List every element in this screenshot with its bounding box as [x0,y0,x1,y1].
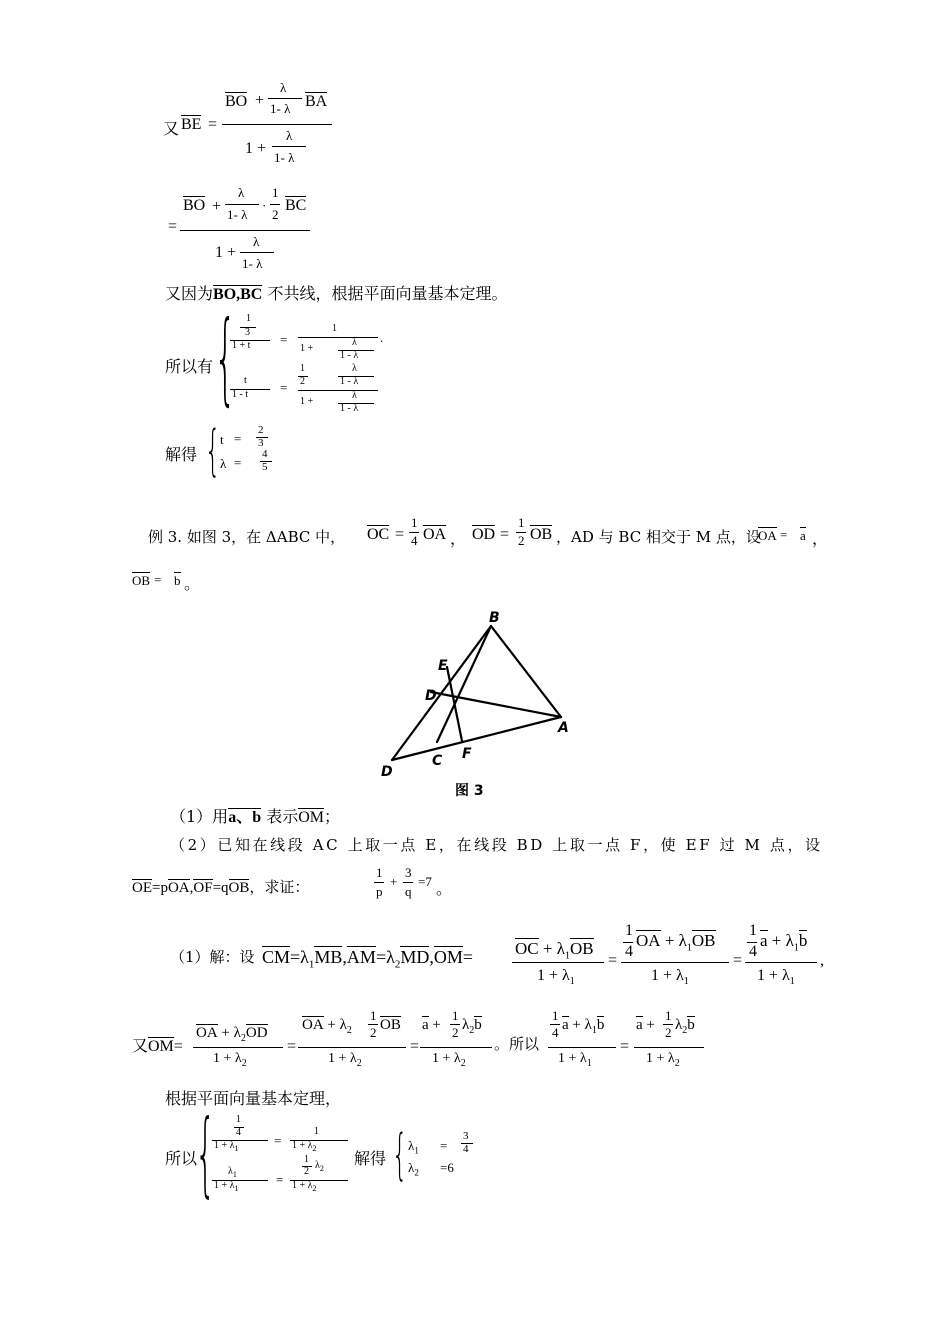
r1-rnum: 1 [332,323,337,334]
sol2-pre: 又 [132,1036,149,1055]
frac-two: 2 [518,533,525,548]
equals: = [733,952,743,969]
comma: ， [450,529,467,548]
frac-three: 3 [405,865,412,880]
sol-lnum: 4 [262,448,268,460]
one-minus-lambda: 1- λ [242,256,263,271]
triangle-diagram [375,605,585,805]
vector-bc: BC [285,197,307,214]
sol-tden: 3 [258,437,264,449]
h1-four: 4 [552,1025,559,1040]
label-e: E [438,658,448,674]
r1-rden: $1 + \lambda_2$ [292,1140,317,1153]
g3-num-b: $\lambda_2b$ [462,1017,482,1036]
segment-ef [447,667,462,741]
one-minus-lambda: 1- λ [274,150,295,165]
f1-den: $1 + \lambda_1$ [537,967,575,988]
f3-num: $a + \lambda_1b$ [760,931,808,954]
label-jiede: 解得 [165,445,198,464]
g1-den: $1 + \lambda_2$ [213,1051,247,1069]
comma: , [820,952,824,969]
r1-den: $1 + \lambda_1$ [214,1140,239,1153]
s1-num: 3 [463,1130,469,1142]
label-suoyi: 所以 [165,1149,198,1168]
paragraph-noncollinear: 又因为BO,BC 不共线，根据平面向量基本定理。 [165,284,508,303]
g2-num: OA + $\lambda_2$ [302,1017,352,1036]
r1-dot: . [380,330,384,345]
label-d-lower: D [381,764,393,780]
sol2-mid: 。所以 [494,1035,540,1053]
lambda: λ [280,80,287,95]
equals: = [608,952,618,969]
example-title: 例 3. 如图 3，在 ΔABC 中， [148,528,346,546]
frac-one: 1 [376,865,383,880]
lambda: λ [238,185,245,200]
period: 。 [436,879,453,898]
r2-den1: 1 + [300,396,314,407]
g3-den: $1 + \lambda_2$ [432,1051,466,1069]
f2-num: OA + $\lambda_1OB$ [636,931,716,954]
vector-bo: BO [225,93,248,110]
sol-lam: λ [220,456,227,471]
equals: = [154,572,162,587]
s1-lam: $\lambda_1$ [408,1138,419,1156]
two: 2 [272,207,279,222]
vector-oc: OC [367,526,390,543]
r2-oml: 1 - λ [340,376,359,387]
s1-eq: = [440,1138,448,1153]
figure-caption: 图 3 [455,783,484,799]
g3-one: 1 [452,1008,459,1023]
dot: · [262,198,267,213]
f2-four: 4 [625,943,633,960]
segment-ba [491,626,561,717]
sol-defs: $CM=\lambda_1MB,AM=\lambda_2MD,OM=$ [262,947,474,971]
f2-den: $1 + \lambda_1$ [651,967,689,988]
g2-den: $1 + \lambda_2$ [328,1051,362,1069]
text-you: 又 [163,119,180,138]
equals: = [208,116,218,133]
sol-pre: （1）解：设 [170,948,255,966]
r2-lam: λ [352,363,357,374]
g2-ob: OB [380,1017,401,1033]
question-1: （1）用a、b 表示OM； [170,807,340,826]
one-minus-lambda: 1- λ [227,207,248,222]
vector-ob2: OB [132,573,151,588]
one: 1 [272,185,279,200]
vector-a: a [800,528,806,543]
r1-eq: = [280,332,288,347]
r1-lam: λ [352,337,357,348]
label-jiede-2: 解得 [354,1149,387,1168]
lambda: λ [286,128,293,143]
f3-den: $1 + \lambda_1$ [757,967,795,988]
r2-num: t [244,375,247,386]
equals: = [500,526,510,543]
h2-den: $1 + \lambda_2$ [646,1051,680,1069]
r2-den: $1 + \lambda_1$ [214,1180,239,1193]
r1-rnum: 1 [314,1126,319,1137]
s2-eq: =6 [440,1160,454,1175]
equals: = [168,218,178,235]
h1-one: 1 [552,1008,559,1023]
g2-one: 1 [370,1008,377,1023]
g2-two: 2 [370,1025,377,1040]
label-c: C [432,753,443,769]
r2-lam2: $\lambda_2$ [315,1160,324,1173]
label-b: B [489,610,500,626]
vector-b: b [174,573,181,588]
h2-num-b: $\lambda_2b$ [675,1017,695,1036]
r2-two: 2 [300,376,305,387]
g3-num-a: a + [422,1017,441,1033]
frac-p: p [376,884,383,899]
r2-one: 1 [300,363,305,374]
figure-3 [375,605,585,805]
label-f: F [462,746,472,762]
plus: + [390,874,398,889]
one-minus-lambda: 1- λ [270,101,291,116]
r1-eq: = [274,1133,282,1148]
equals: = [410,1038,420,1055]
equals: = [620,1038,630,1055]
r1-oml: 1 - λ [340,350,359,361]
sol2-om: OM= [148,1038,183,1055]
vector-bo: BO [183,197,206,214]
f2-one: 1 [625,922,633,939]
sol-lden: 5 [262,461,268,473]
sol-tnum: 2 [258,424,264,436]
h2-two: 2 [665,1025,672,1040]
g1-num: OA + $\lambda_2OD$ [196,1025,268,1044]
r2-two: 2 [304,1166,309,1177]
s1-den: 4 [463,1143,469,1155]
vector-be: BE [181,116,202,133]
vector-oa: OA [423,526,447,543]
example-rest: ，AD 与 BC 相交于 M 点，设 [556,528,761,546]
sol-teq: = [234,431,242,446]
r2-lam: $\lambda_1$ [228,1166,237,1179]
r1-top: 1 [246,313,251,324]
vector-ba: BA [305,93,328,110]
h1-den: $1 + \lambda_1$ [558,1051,592,1069]
plus: + [255,92,265,109]
left-brace: { [214,299,237,416]
r1-one: 1 [236,1114,241,1125]
frac-one: 1 [411,515,418,530]
s2-lam: $\lambda_2$ [408,1160,419,1178]
vector-ob: OB [530,526,553,543]
label-a: A [558,720,569,736]
label-suoyiyou: 所以有 [165,357,214,376]
vector-oa2: OA [758,528,777,543]
r1-four: 4 [236,1127,241,1138]
question-2-line1: （2）已知在线段 AC 上取一点 E，在线段 BD 上取一点 F，使 EF 过 M 点，设 [170,836,823,854]
den-one-plus: 1 + [215,244,237,261]
r2-eq: = [280,380,288,395]
left-brace: { [205,419,221,482]
period: 。 [184,574,201,593]
equals: = [395,526,405,543]
sol-leq: = [234,455,242,470]
lambda: λ [253,234,260,249]
f3-four: 4 [749,943,757,960]
r2-den-lam: λ [352,390,357,401]
f3-one: 1 [749,922,757,939]
den-one-plus: 1 + [245,140,267,157]
equals: = [780,527,788,542]
r1-rden: 1 + [300,343,314,354]
f1-num: OC + $\lambda_1OB$ [515,939,594,962]
frac-four: 4 [411,533,418,548]
eq-seven: =7 [418,874,432,889]
segment-bc [437,626,491,742]
vector-od: OD [472,526,496,543]
sol-t: t [220,432,224,447]
equals: = [287,1038,297,1055]
h2-one: 1 [665,1008,672,1023]
segment-ad [392,717,561,760]
frac-one: 1 [518,515,525,530]
frac-q: q [405,884,412,899]
r1-den: 1 + t [232,340,251,351]
r1-mid: 3 [245,327,250,338]
comma: ， [812,529,829,548]
h2-num-a: a + [636,1017,655,1033]
left-brace: { [392,1123,408,1186]
left-brace: { [195,1100,216,1207]
question-2-line2: OE=pOA,OF=qOB，求证： [132,878,310,896]
r2-den-oml: 1 - λ [340,403,359,414]
r2-rden: $1 + \lambda_2$ [292,1180,317,1193]
paragraph-basic-theorem: 根据平面向量基本定理， [165,1089,342,1108]
r2-eq: = [276,1172,284,1187]
label-d-upper: D [425,688,437,704]
h1-num: $a + \lambda_1b$ [562,1017,605,1036]
r2-den: 1 - t [232,389,249,400]
g3-two: 2 [452,1025,459,1040]
r2-one: 1 [304,1154,309,1165]
plus: + [212,198,222,215]
